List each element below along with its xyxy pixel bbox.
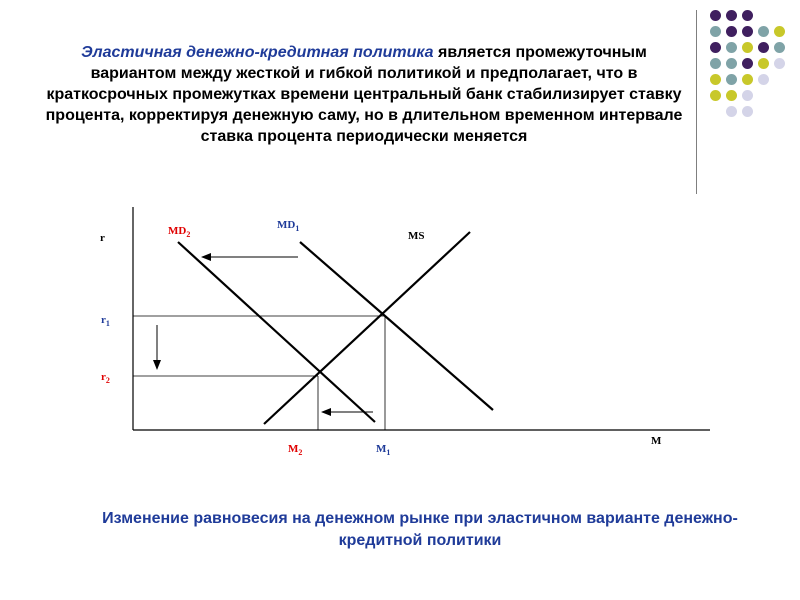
r1-sub: 1	[105, 319, 110, 328]
md2-main: MD	[168, 225, 187, 237]
r2-sub: 2	[105, 376, 110, 385]
r1-label	[101, 314, 110, 328]
r2-label	[101, 371, 110, 385]
md2-sub: 2	[186, 230, 191, 239]
m1-label	[376, 443, 390, 457]
y-axis-label: r	[100, 232, 105, 244]
md1-label	[277, 219, 299, 233]
m2-sub: 2	[298, 448, 303, 457]
ms-label: MS	[408, 230, 425, 242]
r1-main: r	[101, 314, 106, 326]
r2-main: r	[101, 371, 106, 383]
m2-label	[288, 443, 302, 457]
x-axis-label: M	[651, 435, 662, 447]
intro-text: является промежуточным вариантом между жесткой и гибкой политикой и предполагает, что в краткосрочных промежутках времени центральный банк стабилизирует ставку процента, корректируя денежную саму, но в длительном временном интервале ставка процента периодически меняется	[45, 44, 683, 145]
md1-main: MD	[277, 219, 296, 231]
diagram-caption: Изменение равновесия на денежном рынке при эластичном варианте денежно-кредитной политики	[102, 510, 738, 549]
ms-curve	[264, 232, 470, 424]
m2-main: M	[288, 443, 299, 455]
md2-curve	[178, 242, 375, 422]
md1-curve	[300, 242, 493, 410]
md2-label	[168, 225, 190, 239]
intro-highlight: Эластичная денежно-кредитная политика	[81, 44, 434, 61]
m1-sub: 1	[386, 448, 391, 457]
md1-sub: 1	[295, 224, 300, 233]
m1-main: M	[376, 443, 387, 455]
